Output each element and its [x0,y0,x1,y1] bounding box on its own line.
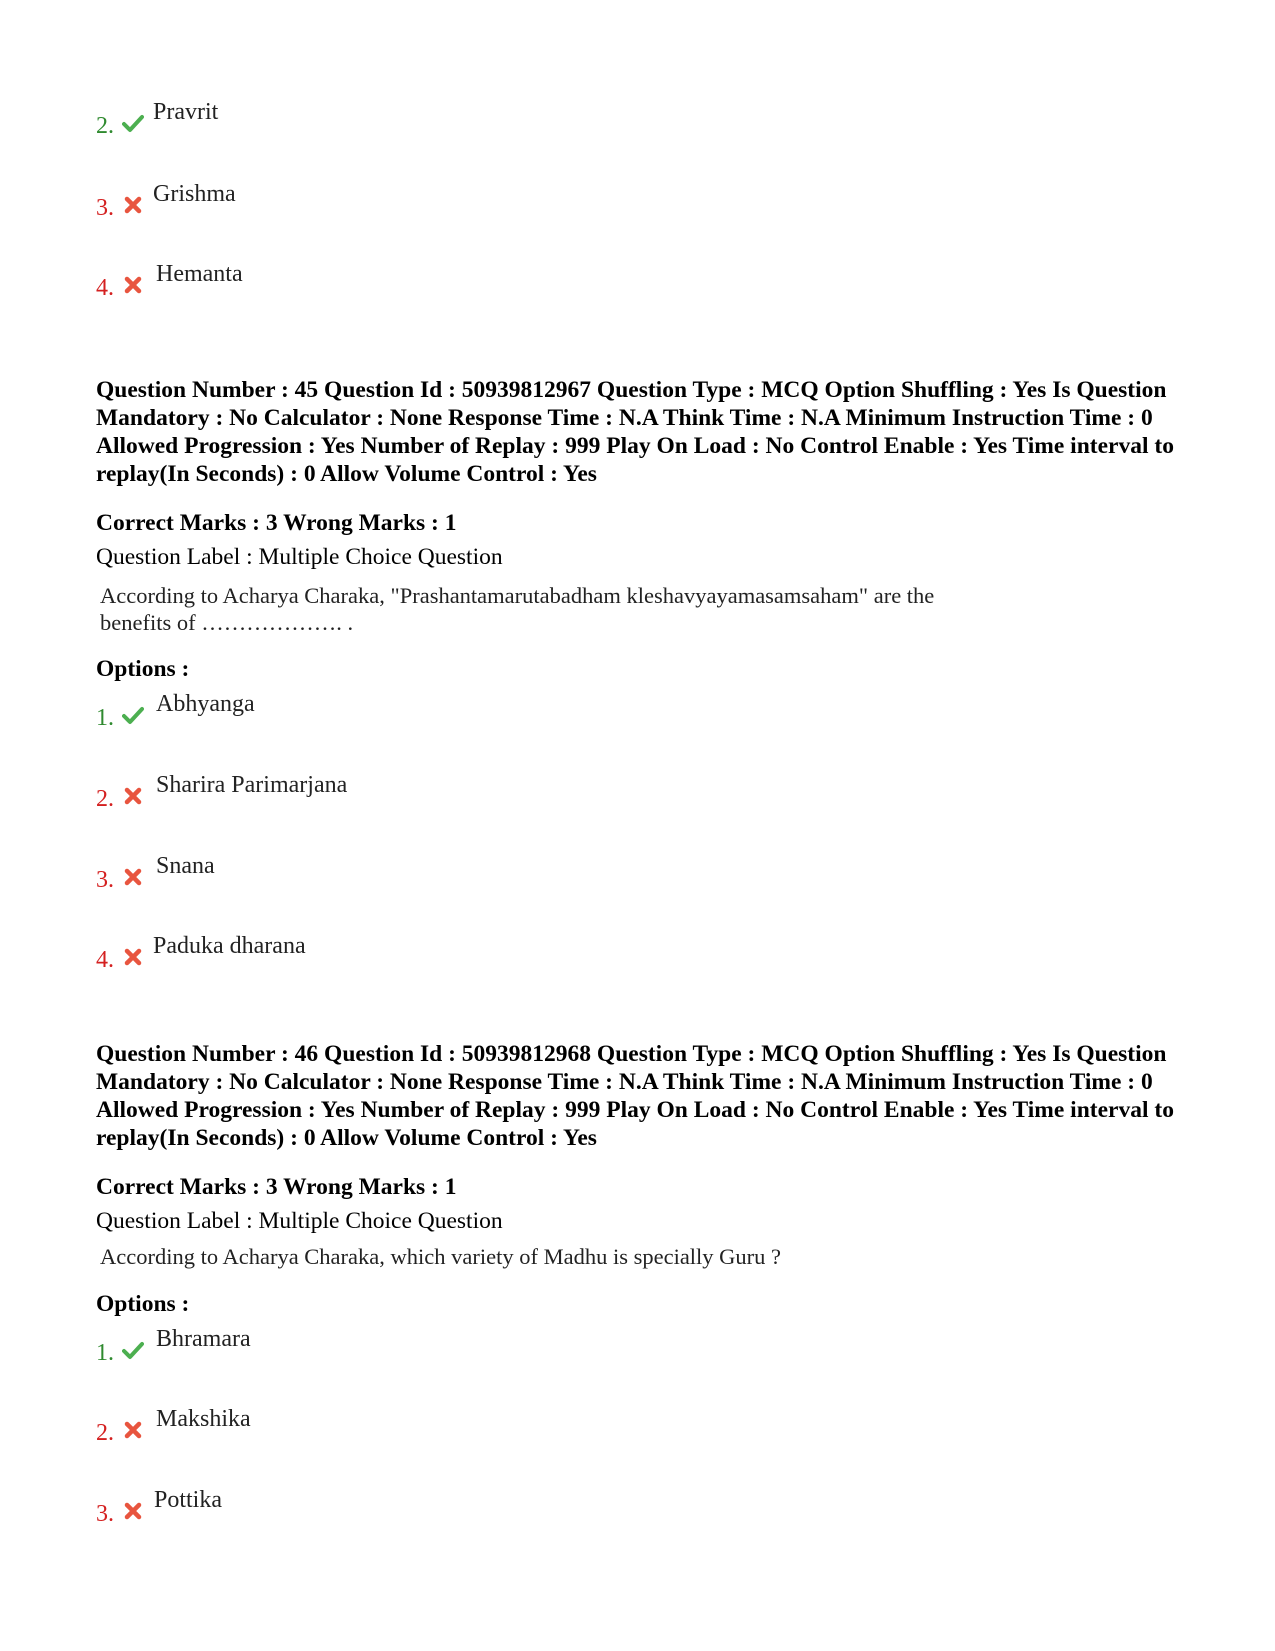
check-icon [122,704,144,726]
option-number: 1. [96,705,114,731]
option-text: Abhyanga [156,691,255,717]
option-number: 2. [96,113,114,139]
option-text: Grishma [153,181,236,207]
option-text: Makshika [156,1406,251,1432]
cross-icon [122,946,144,968]
option-number: 4. [96,947,114,973]
option-number: 3. [96,195,114,221]
question-text: According to Acharya Charaka, "Prashantamarutabadham kleshavyayamasamsaham" are the benefits of ………………. . [100,583,935,635]
option-text: Snana [156,853,215,879]
option-number: 4. [96,275,114,301]
check-icon [122,1339,144,1361]
option-number: 2. [96,1420,114,1446]
option-text: Hemanta [156,261,243,287]
cross-icon [122,1419,144,1441]
question-header: Question Number : 45 Question Id : 50939812967 Question Type : MCQ Option Shuffling : Yes Is Question Mandatory : No Calculator : None Response Time : N.A Think Time : N.A Minimum Instruction Time : 0 Allowed Progression : Yes Number of Replay : 999 Play On Load : No Control Enable : Yes Time interval to replay(In Seconds) : 0 Allow Volume Control : Yes [96,377,1174,487]
cross-icon [122,866,144,888]
question-marks: Correct Marks : 3 Wrong Marks : 1 [96,1174,457,1200]
cross-icon [122,785,144,807]
question-label: Question Label : Multiple Choice Question [96,544,503,570]
option-number: 1. [96,1340,114,1366]
question-marks: Correct Marks : 3 Wrong Marks : 1 [96,510,457,536]
option-number: 3. [96,1501,114,1527]
option-text: Paduka dharana [153,933,306,959]
question-text: According to Acharya Charaka, which variety of Madhu is specially Guru ? [100,1244,782,1269]
option-text: Bhramara [156,1326,251,1352]
option-text: Pravrit [153,99,219,125]
cross-icon [122,274,144,296]
options-label: Options : [96,1291,190,1317]
cross-icon [122,194,144,216]
cross-icon [122,1500,144,1522]
check-icon [122,112,144,134]
option-number: 2. [96,786,114,812]
option-text: Pottika [154,1487,223,1513]
question-header: Question Number : 46 Question Id : 50939812968 Question Type : MCQ Option Shuffling : Yes Is Question Mandatory : No Calculator : None Response Time : N.A Think Time : N.A Minimum Instruction Time : 0 Allowed Progression : Yes Number of Replay : 999 Play On Load : No Control Enable : Yes Time interval to replay(In Seconds) : 0 Allow Volume Control : Yes [96,1041,1174,1151]
option-number: 3. [96,867,114,893]
options-label: Options : [96,656,190,682]
question-label: Question Label : Multiple Choice Question [96,1208,503,1234]
option-text: Sharira Parimarjana [156,772,348,798]
